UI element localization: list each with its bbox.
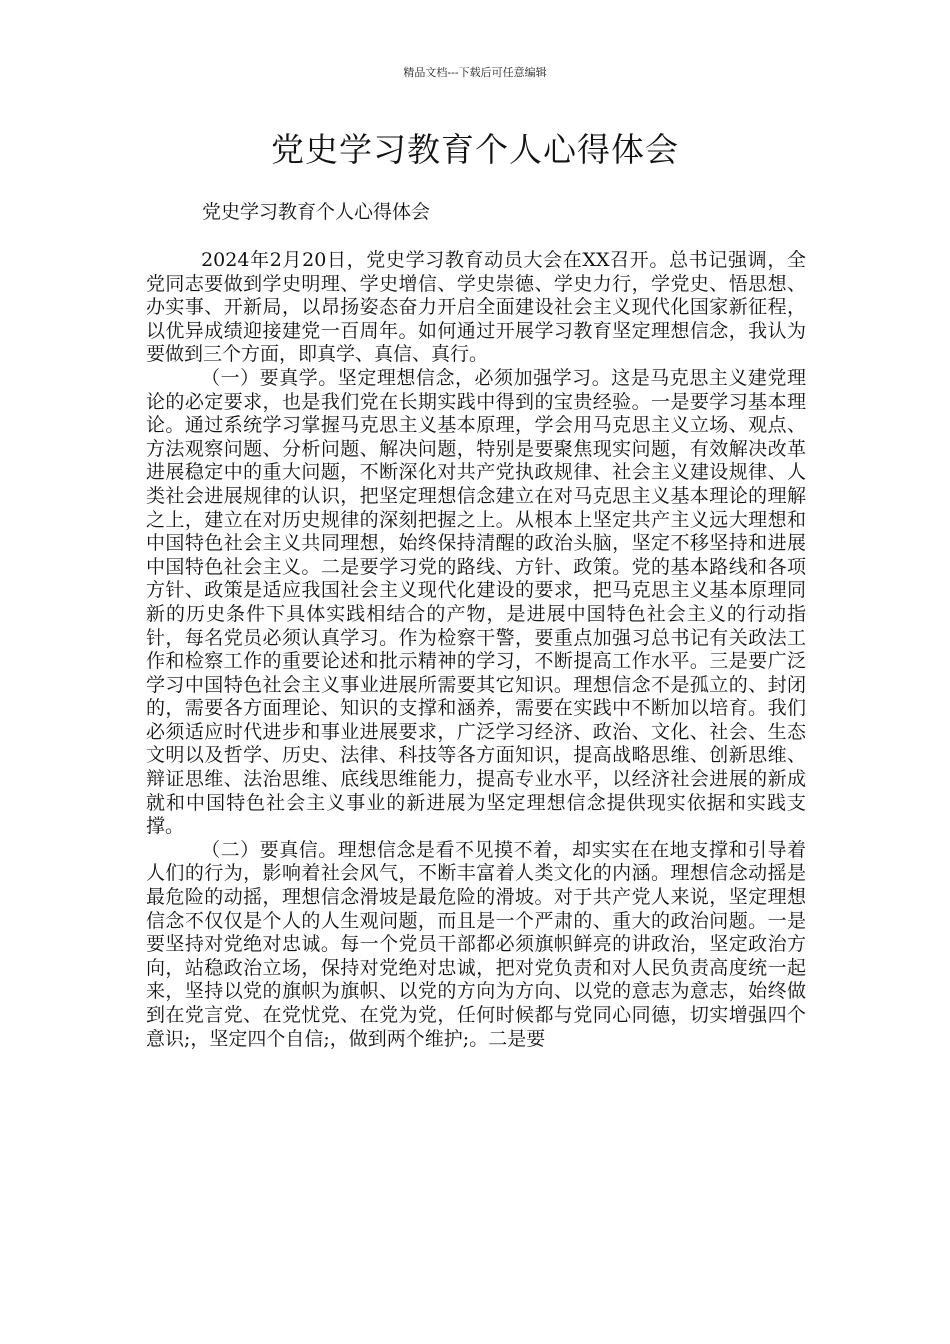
document-subtitle: 党史学习教育个人心得体会 [202,201,431,223]
running-header: 精品文档---下载后可任意编辑 [403,66,547,79]
body-paragraph: （一）要真学。坚定理想信念，必须加强学习。这是马克思主义建党理论的必定要求，也是我们党在长期实践中得到的宝贵经验。一是要学习基本理论。通过系统学习掌握马克思主义基本原理，学会用马克思主义立场、观点、方法观察问题、分析问题、解决问题，特别是要聚焦现实问题，有效解决改革进展稳定中的重大问题，不断深化对共产党执政规律、社会主义建设规律、人类社会进展规律的认识，把坚定理想信念建立在对马克思主义基本理论的理解之上，建立在对历史规律的深刻把握之上。从根本上坚定共产主义远大理想和中国特色社会主义共同理想，始终保持清醒的政治头脑，坚定不移坚持和进展中国特色社会主义。二是要学习党的路线、方针、政策。党的基本路线和各项方针、政策是适应我国社会主义现代化建设的要求，把马克思主义基本原理同新的历史条件下具体实践相结合的产物，是进展中国特色社会主义的行动指针，每名党员必须认真学习。作为检察干警，要重点加强习总书记有关政法工作和检察工作的重要论述和批示精神的学习，不断提高工作水平。三是要广泛学习中国特色社会主义事业进展所需要其它知识。理想信念不是孤立的、封闭的，需要各方面理论、知识的支撑和涵养，需要在实践中不断加以培育。我们必须适应时代进步和事业进展要求，广泛学习经济、政治、文化、社会、生态文明以及哲学、历史、法律、科技等各方面知识，提高战略思维、创新思维、辩证思维、法治思维、底线思维能力，提高专业水平，以经济社会进展的新成就和中国特色社会主义事业的新进展为坚定理想信念提供现实依据和实践支撑。 [146,366,806,838]
body-paragraph: 2024年2月20日，党史学习教育动员大会在XX召开。总书记强调，全党同志要做到学史明理、学史增信、学史崇德、学史力行，学党史、悟思想、办实事、开新局，以昂扬姿态奋力开启全面建设社会主义现代化国家新征程，以优异成绩迎接建党一百周年。如何通过开展学习教育坚定理想信念，我认为要做到三个方面，即真学、真信、真行。 [146,249,806,366]
document-body [146,249,806,1051]
document-title: 党史学习教育个人心得体会 [271,130,679,169]
body-paragraph: （二）要真信。理想信念是看不见摸不着，却实实在在地支撑和引导着人们的行为，影响着社会风气，不断丰富着人类文化的内涵。理想信念动摇是最危险的动摇，理想信念滑坡是最危险的滑坡。对于共产党人来说，坚定理想信念不仅仅是个人的人生观问题，而且是一个严肃的、重大的政治问题。一是要坚持对党绝对忠诚。每一个党员干部都必须旗帜鲜亮的讲政治，坚定政治方向，站稳政治立场，保持对党绝对忠诚，把对党负责和对人民负责高度统一起来，坚持以党的旗帜为旗帜、以党的方向为方向、以党的意志为意志，始终做到在党言党、在党忧党、在党为党，任何时候都与党同心同德，切实增强四个意识;，坚定四个自信;，做到两个维护;。二是要 [146,838,806,1050]
